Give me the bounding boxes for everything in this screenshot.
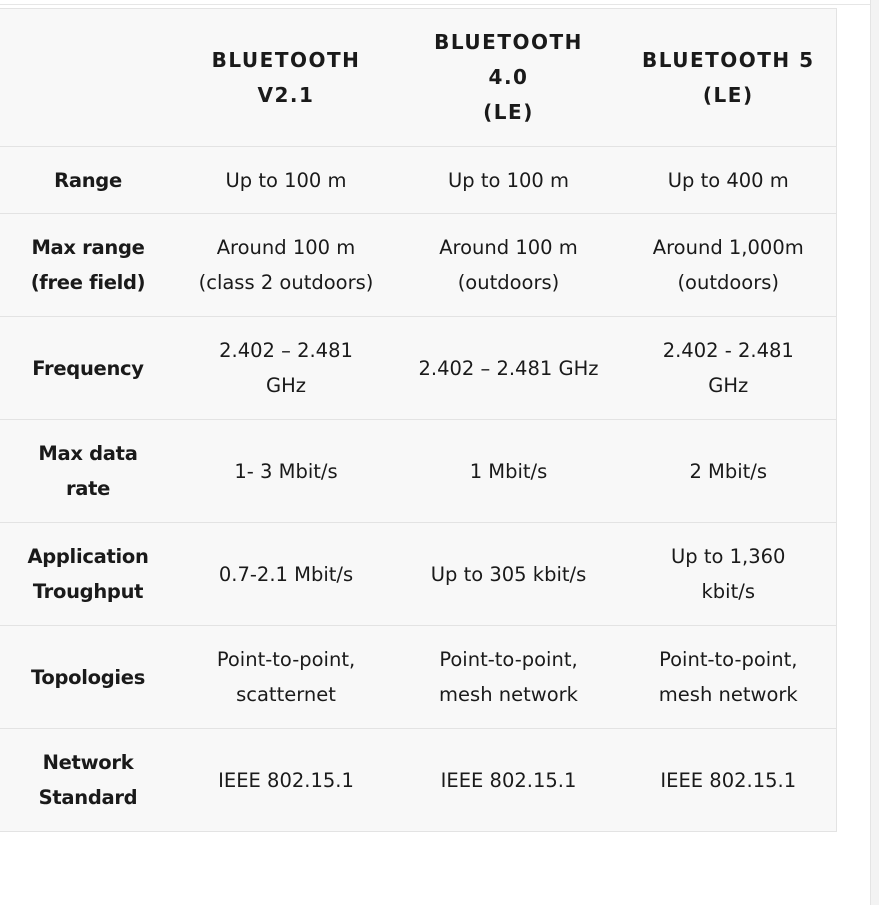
table-cell: [176, 214, 396, 317]
table-cell: [621, 626, 836, 729]
table-cell: [176, 626, 396, 729]
cell-text: Up to 305 kbit/s: [430, 562, 587, 586]
cell-text: Up to 100 m: [447, 168, 570, 192]
header-bluetooth-40-le: [396, 9, 621, 147]
header-text-line: BLUETOOTH: [211, 47, 361, 72]
cell-text: IEEE 802.15.1: [440, 768, 577, 792]
row-label-text: Topologies: [30, 665, 146, 689]
table-row-range: [0, 147, 836, 214]
cell-text: GHz: [708, 374, 749, 397]
table-cell: [396, 626, 621, 729]
cell-text: 2 Mbit/s: [689, 459, 768, 483]
table-row-topologies: [0, 626, 836, 729]
cell-text: 1- 3 Mbit/s: [234, 459, 338, 483]
cell-text: Point-to-point,: [216, 648, 356, 671]
header-text-line: BLUETOOTH: [434, 30, 583, 54]
row-label-text: Application: [27, 545, 149, 568]
row-label-text: Network: [42, 751, 134, 774]
table-row-max-data-rate: [0, 420, 836, 523]
table-cell: [176, 147, 396, 214]
cell-text: Around 100 m: [216, 236, 356, 259]
cell-text: Up to 100 m: [225, 168, 347, 192]
cell-text: 2.402 - 2.481: [662, 339, 794, 362]
table-cell: [176, 317, 396, 420]
cell-text: (outdoors): [457, 271, 560, 294]
cell-text: GHz: [265, 374, 306, 397]
bluetooth-comparison-table: [0, 8, 837, 832]
header-bluetooth-5-le: [621, 9, 836, 147]
cell-text: IEEE 802.15.1: [218, 768, 354, 792]
table-cell: [621, 317, 836, 420]
page-scrollbar[interactable]: [870, 0, 879, 905]
row-label-text: Max range: [31, 236, 145, 259]
header-text-line: 4.0: [488, 65, 529, 89]
cell-text: Around 100 m: [439, 236, 578, 259]
row-label-text: Standard: [38, 786, 138, 809]
cell-text: scatternet: [236, 683, 336, 706]
table-cell: [621, 420, 836, 523]
table-cell: [396, 317, 621, 420]
row-label-cell: [0, 626, 176, 729]
table-cell: [176, 420, 396, 523]
row-label-cell: [0, 420, 176, 523]
table-row-max-range: [0, 214, 836, 317]
table-cell: [621, 523, 836, 626]
header-text-line: V2.1: [257, 82, 315, 107]
row-label-text: Troughput: [32, 580, 144, 603]
table-cell: [396, 147, 621, 214]
table-cell: [176, 523, 396, 626]
row-label-text: (free field): [30, 271, 146, 294]
cell-text: (outdoors): [677, 271, 780, 294]
cell-text: Point-to-point,: [439, 648, 578, 671]
comparison-table-container: [0, 8, 836, 832]
row-label-text: rate: [65, 477, 111, 500]
row-label-text: Range: [54, 168, 122, 192]
cell-text: kbit/s: [701, 580, 755, 603]
cell-text: 1 Mbit/s: [469, 459, 548, 483]
table-cell: [396, 729, 621, 832]
top-divider: [0, 4, 870, 5]
row-label-cell: [0, 729, 176, 832]
cell-text: 2.402 – 2.481 GHz: [418, 356, 599, 380]
row-label-text: Max data: [38, 442, 138, 465]
row-label-cell: [0, 214, 176, 317]
cell-text: (class 2 outdoors): [198, 271, 374, 294]
header-text-line: (LE): [483, 100, 534, 124]
table-cell: [176, 729, 396, 832]
cell-text: Up to 1,360: [671, 545, 786, 568]
row-label-cell: [0, 147, 176, 214]
cell-text: Up to 400 m: [667, 168, 789, 192]
header-text-line: (LE): [702, 82, 754, 107]
header-text-line: BLUETOOTH 5: [641, 47, 815, 72]
cell-text: Point-to-point,: [659, 648, 798, 671]
cell-text: 0.7-2.1 Mbit/s: [218, 562, 354, 586]
cell-text: mesh network: [658, 683, 798, 706]
table-cell: [621, 214, 836, 317]
header-corner-cell: [0, 9, 176, 147]
table-row-frequency: [0, 317, 836, 420]
cell-text: 2.402 – 2.481: [219, 339, 353, 362]
row-label-cell: [0, 317, 176, 420]
cell-text: Around 1,000m: [652, 236, 804, 259]
table-cell: [396, 214, 621, 317]
row-label-cell: [0, 523, 176, 626]
table-cell: [621, 147, 836, 214]
row-label-text: Frequency: [32, 356, 144, 380]
header-row: [0, 9, 836, 147]
table-cell: [621, 729, 836, 832]
table-row-network-standard: [0, 729, 836, 832]
header-bluetooth-v21: [176, 9, 396, 147]
cell-text: IEEE 802.15.1: [660, 768, 797, 792]
table-row-application-throughput: [0, 523, 836, 626]
cell-text: mesh network: [439, 683, 578, 706]
table-cell: [396, 523, 621, 626]
table-cell: [396, 420, 621, 523]
